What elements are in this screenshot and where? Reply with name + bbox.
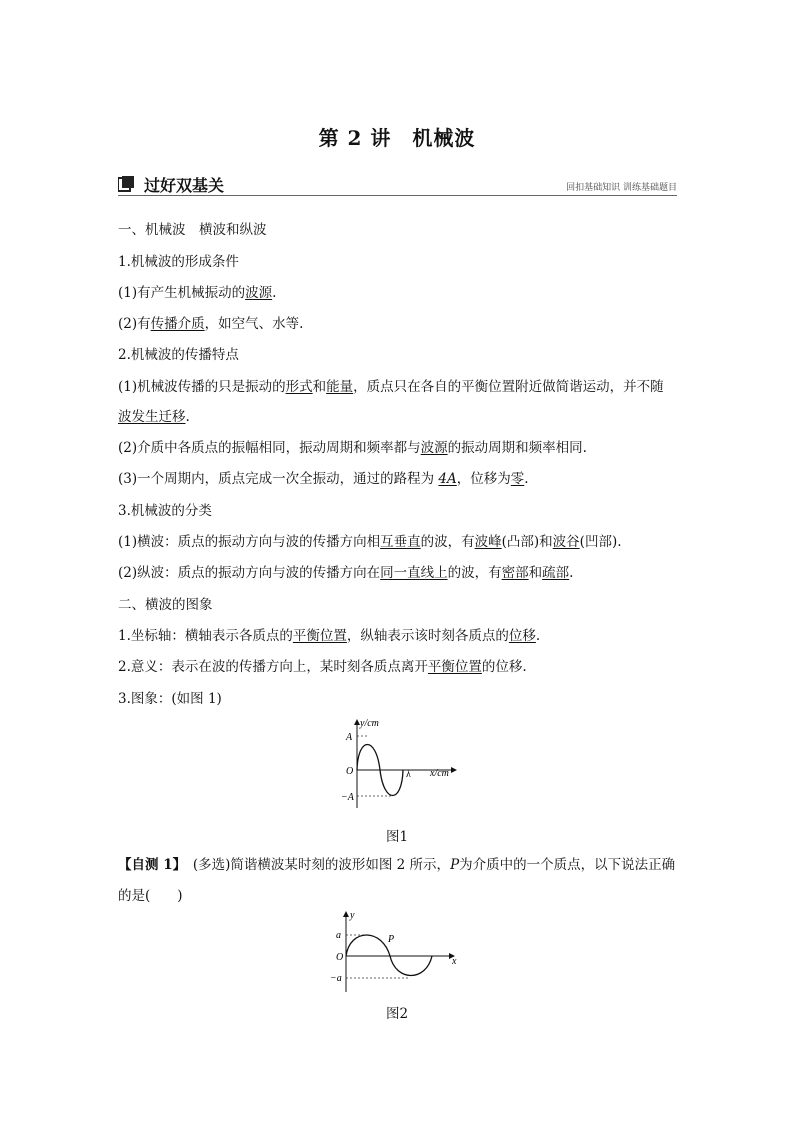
figure-1-wave-graph — [332, 714, 462, 814]
section-divider — [118, 195, 677, 196]
figure-2-wave-graph — [326, 908, 466, 996]
figure-1-caption: 图1 — [385, 829, 409, 845]
origin-label: O — [336, 952, 344, 963]
answer: 平衡位置 — [292, 628, 347, 644]
answer: 能量 — [326, 379, 354, 395]
subheading-formation: 1.机械波的形成条件 — [118, 254, 239, 270]
paragraph: 2.意义：表示在波的传播方向上，某时刻各质点离开平衡位置的位移. — [118, 659, 527, 675]
answer: 同一直线上 — [380, 565, 448, 581]
y-axis-label: y — [350, 910, 355, 921]
section-icon — [118, 176, 134, 192]
section-title: 过好双基关 — [144, 176, 225, 195]
answer: 波发生迁移 — [118, 409, 186, 425]
paragraph: (2)纵波：质点的振动方向与波的传播方向在同一直线上的波，有密部和疏部. — [118, 565, 574, 581]
section-tagline: 回扣基础知识 训练基础题目 — [566, 183, 677, 193]
section-header — [118, 172, 677, 198]
self-test-question: 【自测 1】 (多选)简谐横波某时刻的波形如图 2 所示，P为介质中的一个质点，以下说法正确 — [118, 857, 676, 873]
answer: 4A — [438, 471, 457, 487]
x-axis-label: x/cm — [430, 768, 449, 779]
amplitude-label: a — [336, 930, 341, 941]
negative-amplitude-label: −a — [330, 973, 342, 984]
negative-amplitude-label: −A — [341, 792, 354, 803]
paragraph: (1)机械波传播的只是振动的形式和能量，质点只在各自的平衡位置附近做简谐运动，并不随 — [118, 379, 664, 395]
paragraph: 3.图象：(如图 1) — [118, 691, 222, 707]
answer: 疏部 — [542, 565, 570, 581]
heading-part2: 二、横波的图象 — [118, 597, 213, 613]
answer: 波谷 — [552, 534, 580, 550]
paragraph: (1)有产生机械振动的波源. — [118, 285, 277, 301]
page-title: 第 2 讲 机械波 — [318, 126, 476, 150]
y-axis-label: y/cm — [360, 718, 379, 729]
paragraph: (2)有传播介质，如空气、水等. — [118, 316, 304, 332]
answer: 互垂直 — [380, 534, 421, 550]
paragraph: (3)一个周期内，质点完成一次全振动，通过的路程为 4A，位移为零. — [118, 471, 529, 487]
paragraph: (2)介质中各质点的振幅相同，振动周期和频率都与波源的振动周期和频率相同. — [118, 440, 587, 456]
self-test-tag: 【自测 1】 — [118, 857, 187, 873]
paragraph: (1)横波：质点的振动方向与波的传播方向相互垂直的波，有波峰(凸部)和波谷(凹部). — [118, 534, 622, 550]
answer: 传播介质 — [150, 316, 205, 332]
point-p-label: P — [388, 934, 395, 945]
answer: 波源 — [420, 440, 448, 456]
answer: 波峰 — [474, 534, 502, 550]
heading-part1: 一、机械波 横波和纵波 — [118, 222, 267, 238]
origin-label: O — [346, 766, 354, 777]
wavelength-label: λ — [406, 769, 411, 780]
subheading-classification: 3.机械波的分类 — [118, 503, 212, 519]
subheading-propagation: 2.机械波的传播特点 — [118, 347, 239, 363]
paragraph: 波发生迁移. — [118, 409, 190, 425]
amplitude-label: A — [346, 732, 353, 743]
paragraph: 1.坐标轴：横轴表示各质点的平衡位置，纵轴表示该时刻各质点的位移. — [118, 628, 541, 644]
self-test-question-cont: 的是( ) — [118, 888, 183, 904]
answer: 零 — [510, 471, 525, 487]
answer: 位移 — [508, 628, 536, 644]
x-axis-label: x — [452, 956, 457, 967]
answer: 平衡位置 — [427, 659, 482, 675]
answer: 形式 — [285, 379, 313, 395]
figure-2-caption: 图2 — [385, 1006, 409, 1022]
answer: 密部 — [501, 565, 529, 581]
answer: 波源 — [245, 285, 273, 301]
